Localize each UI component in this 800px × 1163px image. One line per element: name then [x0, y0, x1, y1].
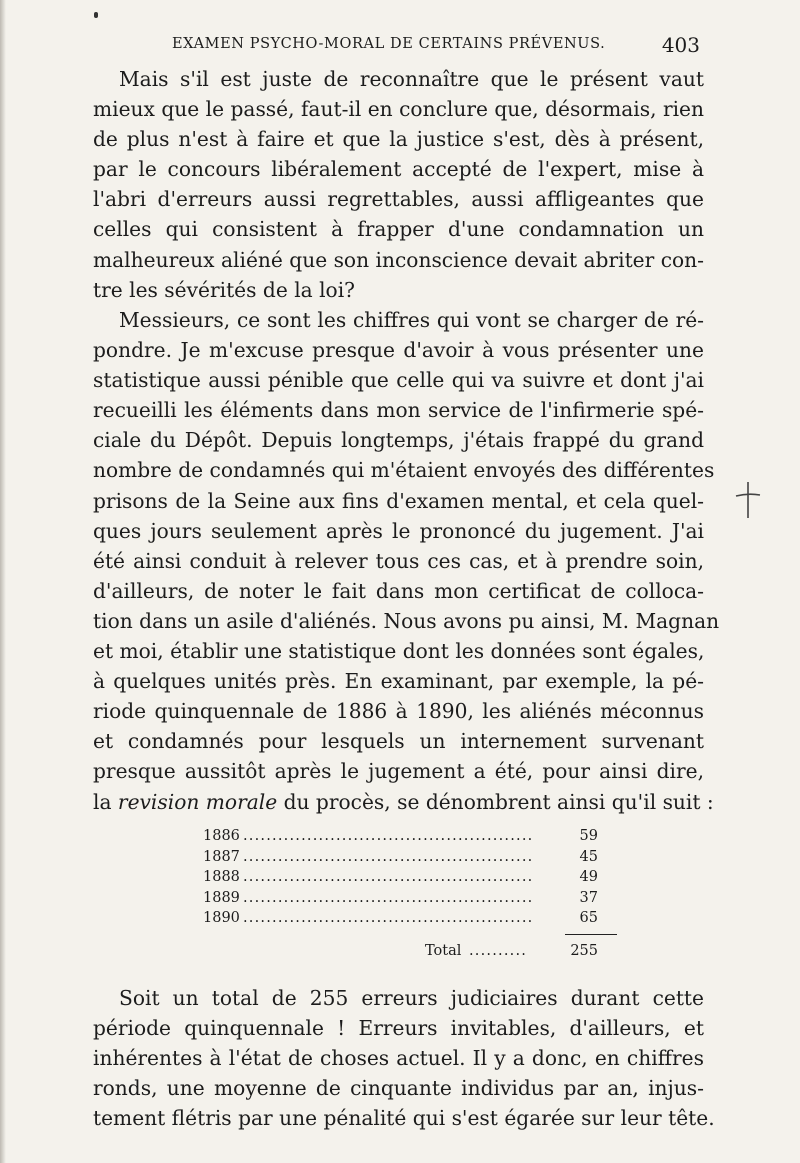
paragraph-line: par le concours libéralement accepté de l'expert, mise à [93, 157, 704, 182]
paragraph-line: celles qui consistent à frapper d'une condamnation un [93, 217, 704, 242]
total-value: 255 [570, 943, 598, 959]
paragraph-line: tion dans un asile d'aliénés. Nous avons pu ainsi, M. Magnan [93, 608, 720, 633]
dot-leader: .................................................. [243, 910, 534, 926]
paragraph-line: inhérentes à l'état de choses actuel. Il y a donc, en chiffres [93, 1046, 704, 1071]
ink-speck [94, 12, 98, 18]
statistics-row [203, 847, 603, 868]
statistics-row [203, 867, 603, 888]
statistics-value: 45 [579, 848, 598, 865]
statistics-year: 1887 [203, 848, 240, 865]
paragraph-line: pondre. Je m'excuse presque d'avoir à vous présenter une [93, 338, 704, 363]
dot-leader: .................................................. [243, 869, 534, 885]
paragraph-line: période quinquennale ! Erreurs invitables, d'ailleurs, et [93, 1016, 704, 1041]
page-number: 403 [661, 33, 700, 57]
paragraph-line: ques jours seulement après le prononcé du jugement. J'ai [93, 518, 704, 543]
paragraph-line: tement flétris par une pénalité qui s'est égarée sur leur tête. [93, 1106, 715, 1131]
page-edge-shadow [0, 0, 6, 1163]
dot-leader: .......... [469, 943, 528, 959]
running-header-title: EXAMEN PSYCHO-MORAL DE CERTAINS PRÉVENUS. [172, 36, 606, 52]
paragraph-line: ciale du Dépôt. Depuis longtemps, j'étais frappé du grand [93, 428, 704, 453]
paragraph-line-with-emphasis [93, 787, 714, 817]
paragraph-line: malheureux aliéné que son inconscience devait abriter con- [93, 247, 704, 272]
paragraph-1 [93, 64, 704, 305]
statistics-year: 1886 [203, 828, 240, 844]
statistics-year: 1890 [203, 910, 240, 926]
statistics-year: 1889 [203, 889, 240, 906]
statistics-value: 65 [579, 910, 598, 926]
paragraph-line: ronds, une moyenne de cinquante individus par an, injus- [93, 1076, 704, 1101]
text-before-emphasis: la [93, 789, 112, 814]
statistics-value: 59 [579, 828, 598, 844]
statistics-table [203, 826, 603, 929]
paragraph-line: presque aussitôt après le jugement a été, pour ainsi dire, [93, 759, 704, 784]
paragraph-line: de plus n'est à faire et que la justice s'est, dès à présent, [93, 127, 704, 152]
statistics-value: 37 [579, 889, 598, 906]
dot-leader: .................................................. [243, 848, 534, 865]
paragraph-line: tre les sévérités de la loi? [93, 277, 355, 302]
paragraph-line: riode quinquennale de 1886 à 1890, les aliénés méconnus [93, 699, 704, 724]
text-after-emphasis: du procès, se dénombrent ainsi qu'il suit : [283, 789, 714, 814]
dot-leader: .................................................. [243, 828, 534, 844]
paragraph-3 [93, 983, 715, 1133]
emphasized-phrase: revision morale [117, 789, 278, 814]
statistics-row [203, 888, 603, 909]
statistics-row [203, 908, 603, 929]
statistics-total [425, 940, 603, 962]
paragraph-line: nombre de condamnés qui m'étaient envoyés des différentes [93, 458, 715, 483]
paragraph-line: été ainsi conduit à relever tous ces cas, et à prendre soin, [93, 548, 704, 573]
paragraph-line: Mais s'il est juste de reconnaître que le présent vaut [119, 67, 704, 91]
paragraph-line: prisons de la Seine aux fins d'examen mental, et cela quel- [93, 488, 704, 513]
paragraph-2 [93, 305, 720, 817]
statistics-value: 49 [579, 869, 598, 885]
total-rule [565, 934, 617, 935]
paragraph-line: statistique aussi pénible que celle qui va suivre et dont j'ai [93, 368, 704, 393]
paragraph-line: à quelques unités près. En examinant, par exemple, la pé- [93, 669, 704, 694]
paragraph-line: l'abri d'erreurs aussi regrettables, aussi affligeantes que [93, 187, 704, 212]
paragraph-line: recueilli les éléments dans mon service de l'infirmerie spé- [93, 398, 704, 423]
paragraph-line: et moi, établir une statistique dont les données sont égales, [93, 639, 705, 664]
total-label: Total [425, 943, 462, 959]
dot-leader: .................................................. [243, 889, 534, 906]
paragraph-line: Soit un total de 255 erreurs judiciaires durant cette [119, 986, 704, 1010]
paragraph-line: d'ailleurs, de noter le fait dans mon certificat de colloca- [93, 578, 704, 603]
running-header [150, 34, 700, 56]
margin-cross-mark-icon [734, 480, 762, 520]
statistics-year: 1888 [203, 869, 240, 885]
paragraph-line: mieux que le passé, faut-il en conclure que, désormais, rien [93, 97, 704, 122]
statistics-row [203, 826, 603, 847]
paragraph-line: et condamnés pour lesquels un internement survenant [93, 729, 704, 754]
paragraph-line: Messieurs, ce sont les chiffres qui vont se charger de ré- [119, 308, 704, 332]
